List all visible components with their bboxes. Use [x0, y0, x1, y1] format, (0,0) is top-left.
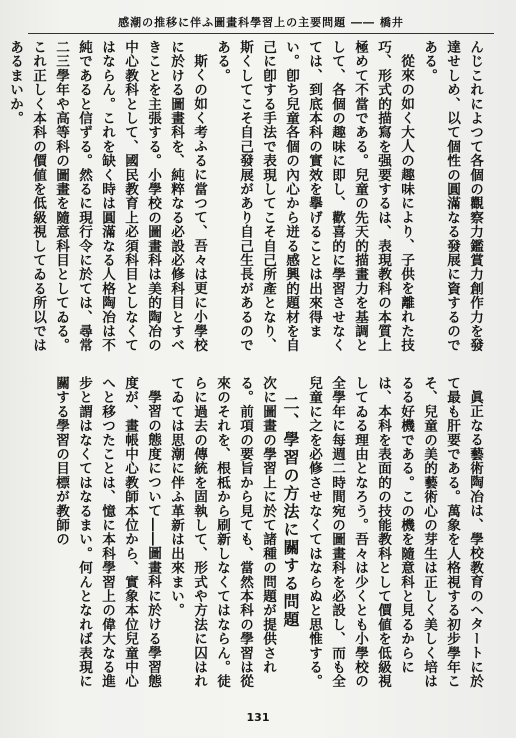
header-rule: [28, 33, 494, 34]
paragraph: 學習の態度について――圖畫科に於ける學習態度が、畫帳中心教師本位から、實象本位兒童中心へと移つたことは、憶に本科學習上の偉大なる進步と謂はなくてはなるまい。何んとなれば表現に關する學習の目標が教師の: [53, 376, 161, 689]
paragraph: んじこれによつて各個の觀察力鑑賞力創作力を發達せしめ、以て個性の圓滿なる發展に資するのである。: [421, 40, 483, 353]
paragraph: 從來の如く大人の趣味により、子供を離れた技巧、形式的描寫を强要するは、表現教科の本質上極めて不當である。兒童の先天的描畫力を基調として、各個の趣味に即し、歡喜的に學習させなくては、到底本科の實效を擧げることは出來得まい。卽ち兒童各個の內心から迸る感興的題材を自己に卽する手法で表現してこそ自己所產となり、斯くしてこそ自己發展があり自己生長があるのである。: [214, 40, 414, 353]
bottom-text-column: [30, 376, 486, 694]
section-heading: 二、學習の方法に關する問題: [281, 395, 300, 630]
paragraph: 眞正なる藝術陶冶は、學校教育のヘタートに於て最も肝要である。萬象を人格視する初步學年こそ、兒童の美的藝術心の芽生は正しく美しく培はるる好機である。この機を隨意科と見るからには、本科を表面的の技能教科として價値を低級視してゐる理由となろう。吾々は少くとも小學校の全學年に每週二時間宛の圖畫科を必設し、而も全兒童に之を必修させなくてはならぬと思惟する。: [306, 376, 483, 689]
page-number: 131: [246, 711, 270, 724]
running-head: 感潮の推移に伴ふ圖畫科學習上の主要問題 ―― 橋井: [118, 16, 404, 29]
paragraph: 斯くの如く考ふるに當つて、吾々は更に小學校に於ける圖畫科を、純粹なる必設必修科目とすべきことを主張する。小學校の圖畫科は美的陶冶の中心教科として、國民教育上必須科目としなくてはならん。これを缺く時は圓滿なる人格陶冶は不純であると信ずる。然るに現行令に於ては、尋常二三學年や高等科の圖畫を隨意科目としてゐる。これ正しく本科の價値を低級視してゐる所以ではあるまいか。: [7, 40, 207, 353]
paragraph: 次に圖畫の學習上に於て諸種の問題が提供される。前項の要旨から見ても、當然本科の學習は從來のそれを、根柢から刷新しなくてはならん。徒らに過去の傳統を固執して、形式や方法に囚はれてゐては思潮に伴ふ革新は出來まい。: [168, 376, 276, 689]
top-text-column: [7, 40, 486, 358]
